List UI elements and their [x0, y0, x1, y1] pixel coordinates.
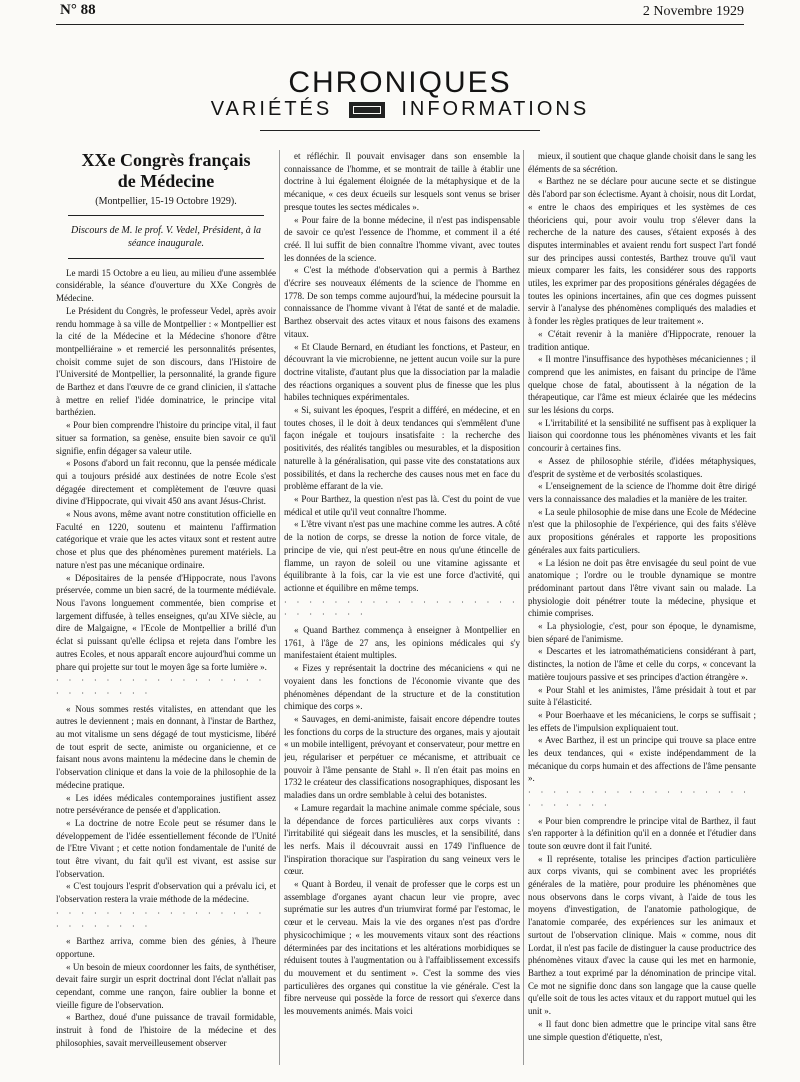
paragraph: « Lamure regardait la machine animale comme spéciale, sous la dépendance de forces particulières aux corps vivants : l'irritabilité qui siégeait dans les muscles, et la sensibilité, dans les nerfs. Mais il découvrait aussi en 1749 l'influence de l'inspiration thoracique sur l'aspiration du sang veineux vers le cœur.: [284, 802, 520, 877]
article-rule: [68, 258, 264, 259]
paragraph: « La lésion ne doit pas être envisagée du seul point de vue anatomique ; l'ordre ou le trouble dynamique se montre prédominant partout dans l'être vivant sain ou malade. La physiologie doit pénétrer toute la médecine, physique et chimie comprises.: [528, 557, 756, 619]
paragraph: « Pour bien comprendre le principe vital de Barthez, il faut s'en rapporter à la définition qu'il en a donnée et l'étudier dans toute son œuvre dont il fait l'unité.: [528, 815, 756, 851]
paragraph: « Nous avons, même avant notre constitution officielle en Faculté en 1220, soutenu et maintenu l'affirmation catégorique et vraie que les actes vitaux sont et restent autre chose et plus que des phénomènes purement matériels. La nature n'est pas une mécanique ordinaire.: [56, 509, 276, 570]
article-rule: [68, 215, 264, 216]
paragraph: « L'être vivant n'est pas une machine comme les autres. A côté de la notion de corps, se dresse la notion de force vitale, de principe de vie, qui n'est peut-être en nous qu'une étincelle de flamme, un rayon de soleil ou une vitamine agissante et équilibrante à la fois, car la vie est une force d'activité, qui actionne et équilibre en même temps.: [284, 519, 520, 593]
paragraph: et réfléchir. Il pouvait envisager dans son ensemble la connaissance de l'homme, et se montrait de taille à établir une doctrine à lui également éloignée de la métaphysique et de la mécanique, « ces deux écueils sur lesquels sont venus se briser presque toutes les sectes médicales ».: [284, 151, 520, 212]
paragraph: « L'irritabilité et la sensibilité ne suffisent pas à expliquer la liaison qui coordonne tous les phénomènes vivants et les fait concourir à certaines fins.: [528, 417, 756, 454]
masthead-rule: [260, 130, 540, 131]
masthead-subtitle: [0, 98, 800, 121]
paragraph: « Quand Barthez commença à enseigner à Montpellier en 1761, à l'âge de 27 ans, les opinions médicales qui s'y manifestaient étaient multiples.: [284, 625, 520, 661]
paragraph: « C'est la méthode d'observation qui a permis à Barthez d'écrire ses nouveaux éléments de la science de l'homme en 1778. De son temps comme aujourd'hui, la médecine poursuit la connaissance de l'homme vivant à l'état de santé et de maladie. Barthez observait des actes vitaux et nous faisons des examens vitaux.: [284, 265, 520, 339]
paragraph: « La doctrine de notre Ecole peut se résumer dans le développement de l'idée essentiellement féconde de l'Unité de l'Etre Vivant ; et cette notion fondamentale de l'unité de tout être vivant, du fait qu'il est vivant, est assise sur l'observation.: [56, 817, 276, 879]
paragraph: « La seule philosophie de mise dans une Ecole de Médecine n'est que la philosophie de l'expérience, qui des faits s'élève aux propositions générales et rapporte les propositions générales aux faits particuliers.: [528, 506, 756, 555]
speech-byline: Discours de M. le prof. V. Vedel, Président, à la séance inaugurale.: [71, 224, 261, 249]
paragraph: « Barthez arriva, comme bien des génies, à l'heure opportune.: [56, 936, 276, 959]
column-3: [528, 150, 756, 1070]
paragraph: « Barthez ne se déclare pour aucune secte et se distingue dès l'abord par son éclectisme. Ayant à choisir, nous dit Lordat, « entre le chaos des empiriques et les systèmes de ces théoriciens qui, pour avoir voulu trop s'élever dans la recherche de la nature des causes, s'étaient exposés à des disputes interminables et avaient rendu fort suspect l'art fondé sur des principes aussi contestés, Barthez trouve qu'il vaut mieux comparer les faits, les considérer sous des rapports utiles, les exprimer par des propositions générales dégagées de toutes les opinions incertaines, afin que ces dogmes puissent servir à l'analyse des phénomènes compliqués des maladies et à fonder les règles pratiques de leur traitement ».: [528, 176, 756, 327]
article-title: [56, 150, 276, 192]
issue-date: 2 Novembre 1929: [642, 4, 744, 19]
masthead-title: CHRONIQUES: [288, 66, 512, 99]
ornament-icon: [349, 102, 385, 118]
column-1: [56, 150, 276, 1070]
section-dots: · · · · · · · · · · · · · · · · · · · · · · · · ·: [56, 676, 266, 698]
paragraph: « Nous sommes restés vitalistes, en attendant que les autres le deviennent ; mais en donnant, à l'instar de Barthez, au mot vitalisme un sens dégagé de tout mysticisme, libéré de tout esprit de secte, animiste ou organicienne, et ce faisant nous avons maintenu la médecine dans le chemin de l'observation clinique et dans la voie de la philosophie de la médecine pratique.: [56, 703, 276, 790]
paragraph: Le mardi 15 Octobre a eu lieu, au milieu d'une assemblée considérable, la séance d'ouverture du XXe Congrès de Médecine.: [56, 267, 276, 304]
paragraph: « Pour bien comprendre l'histoire du principe vital, il faut situer sa formation, sa genèse, ensuite bien savoir ce qu'il signifie, enfin dégager sa valeur utile.: [56, 420, 276, 456]
masthead-right-word: INFORMATIONS: [401, 98, 590, 121]
paragraph: mieux, il soutient que chaque glande choisit dans le sang les éléments de sa sécrétion.: [528, 151, 756, 174]
section-dots: · · · · · · · · · · · · · · · · · · · · · · · · ·: [56, 908, 266, 931]
paragraph: « Il faut donc bien admettre que le principe vital sans être une simple question d'étiquette, n'est,: [528, 1018, 756, 1042]
paragraph: « Sauvages, en demi-animiste, faisait encore dépendre toutes les fonctions du corps de la structure des organes, mais y ajoutait « un mobile intelligent, prévoyant et conservateur, pour mettre en jeu, régulariser et perpétuer ce mécanisme, et attribuait ce pouvoir à l'âme pensante de Stahl ». Il n'en était pas moins en 1732 le créateur des classifications nosographiques, disposant les maladies dans un ordre semblable à celui des botanistes.: [284, 713, 520, 801]
section-dots: · · · · · · · · · · · · · · · · · · · · · · · · ·: [528, 788, 750, 810]
paragraph: « L'enseignement de la science de l'homme doit être dirigé vers la connaissance des maladies et la manière de les traiter.: [528, 481, 756, 504]
paragraph: « Pour Barthez, la question n'est pas là. C'est du point de vue médical et utile qu'il veut connaître l'homme.: [284, 493, 520, 517]
column-divider: [279, 150, 280, 1065]
paragraph: « Quant à Bordeu, il venait de professer que le corps est un assemblage d'organes ayant chacun leur vie propre, avec suprématie sur les autres d'un triumvirat formé par l'estomac, le cœur et le cerveau. Mais la vie des organes n'est pas d'ordre physicochimique ; « les mouvements vitaux sont des réactions déterminées par des incitations et les altérations morbidiques se réduisent toutes à l'augmentation ou à l'affaiblissement excessifs du mouvement et du sentiment ». C'est la somme des vies particulières des organes qui constitue la vie générale. C'est la fibre nerveuse qui possède la force de ressort qui s'exerce dans les mouvements animés. Mais voici: [284, 879, 520, 1017]
masthead-left-word: VARIÉTÉS: [210, 98, 333, 121]
paragraph: « Les idées médicales contemporaines justifient assez notre persévérance de pensée et d'application.: [56, 792, 276, 816]
article-meta: (Montpellier, 15-19 Octobre 1929).: [95, 196, 237, 207]
paragraph: « Avec Barthez, il est un principe qui trouve sa place entre les deux tendances, qui « existe indépendamment de la mécanique du corps humain et des affections de l'âme pensante ».: [528, 735, 756, 784]
paragraph: « Posons d'abord un fait reconnu, que la pensée médicale qui a toujours présidé aux destinées de notre Ecole s'est dégagée directement et complètement de l'œuvre quasi divine d'Hippocrate, qui vivait 450 ans avant Jésus-Christ.: [56, 458, 276, 507]
paragraph: « Il montre l'insuffisance des hypothèses mécaniciennes ; il comprend que les animistes, en faisant du principe de l'âme quelque chose de fatal, aboutissent à la négation de la thérapeutique, car l'âme est mieux éclairée que les médecins sur les lésions du corps.: [528, 354, 756, 416]
paragraph: « C'est toujours l'esprit d'observation qui a prévalu ici, et l'observation restera la vraie méthode de la médecine.: [56, 881, 276, 905]
paragraph: « Dépositaires de la pensée d'Hippocrate, nous l'avons préservée, comme un bien sacré, de la tourmente médiévale. Nous l'avons longuement commentée, bien comprise et largement diffusée, à telles enseignes, qu'au XIVe siècle, au dire de Malgaigne, « l'Ecole de Montpellier a brillé d'un éclat si puissant qu'elle éclipsa et rejeta dans l'ombre les autres Ecoles, et nous apparaît encore aujourd'hui comme un phare qui projette sur tout le moyen âge sa forte lumière ».: [56, 572, 276, 672]
paragraph: « Fizes y représentait la doctrine des mécaniciens « qui ne voyaient dans les fonctions de l'économie vivante que des phénomènes dépendant de la structure et de la constitution chimique des corps ».: [284, 663, 520, 712]
article-title-line-2: de Médecine: [117, 171, 215, 191]
column-divider: [523, 150, 524, 1065]
article-title-line-1: XXe Congrès français: [81, 150, 251, 170]
paragraph: « La physiologie, c'est, pour son époque, le dynamisme, bien séparé de l'animisme.: [528, 621, 756, 644]
paragraph: « C'était revenir à la manière d'Hippocrate, renouer la tradition antique.: [528, 328, 756, 352]
paragraph: « Un besoin de mieux coordonner les faits, de synthétiser, devait faire surgir un esprit doctrinal dont l'éclat n'allait pas cependant, comme une rançon, faire oublier la bonne et vieille figure de l'observation.: [56, 961, 276, 1010]
paragraph: « Si, suivant les époques, l'esprit a différé, en médecine, et en toutes choses, il le doit à deux tendances qui s'emmêlent d'une façon inégale et toujours insatisfaite : la recherche des positivités, des réalités tangibles ou mesurables, et la disposition naturelle à la généralisation, qui passe vite des constatations aux possibilités, et dans la recherche des causes nous met en face du problème effarant de la vie.: [284, 405, 520, 492]
paragraph: « Il représente, totalise les principes d'action particulière aux corps vivants, qui se combinent avec les propriétés générales de la matière, pour produire les phénomènes que nous observons dans le corps vivant, à l'aide de tous les moyens d'investigation, de l'anatomie pathologique, de l'anatomie comparée, des expériences sur les animaux et surtout de l'observation clinique. Mais « comme, nous dit Lordat, il n'est pas facile de distinguer la cause productrice des phénomènes vitaux d'avec la cause qui les met en harmonie, Barthez a tout exprimé par la dénomination de principe vital. Ce mot ne signifie donc dans son langage que la cause quelle qu'elle soit de tous les actes vitaux et du rapport mutuel qui les unit ».: [528, 853, 756, 1017]
paragraph: « Pour faire de la bonne médecine, il n'est pas indispensable de savoir ce qu'est l'essence de l'homme, et comment il a été créé. Il lui suffit de bien connaître l'homme vivant, avec toutes les données de la science.: [284, 214, 520, 263]
section-dots: · · · · · · · · · · · · · · · · · · · · · · · · · ·: [284, 597, 519, 620]
issue-number: N° 88: [60, 2, 96, 18]
paragraph: « Descartes et les iatromathématiciens considérant à part, distinctes, la notion de l'âme et celle du corps, « concevant la matière toujours passive et ses principes d'action étrangère ».: [528, 646, 756, 682]
paragraph: « Barthez, doué d'une puissance de travail formidable, instruit à fond de l'histoire de la médecine et des philosophies, savait merveilleusement observer: [56, 1012, 276, 1048]
paragraph: « Assez de philosophie stérile, d'idées métaphysiques, d'esprit de système et de verbosités scolastiques.: [528, 455, 756, 479]
header-rule: [56, 24, 744, 25]
paragraph: « Pour Boerhaave et les mécaniciens, le corps se suffisait ; les effets de l'impulsion expliquaient tout.: [528, 709, 756, 733]
paragraph: « Pour Stahl et les animistes, l'âme présidait à tout et par suite à l'élasticité.: [528, 684, 756, 708]
column-2: [284, 150, 520, 1070]
paragraph: Le Président du Congrès, le professeur Vedel, après avoir rendu hommage à sa ville de Montpellier : « Montpellier est la cité de la Médecine et la Médecine s'honore d'être montpelliéraine » et remercié les personnalités présentes, choisit comme sujet de son discours, dans l'Histoire de l'Université de Montpellier, la personnalité, la grande figure de Barthez et dans l'œuvre de ce grand clinicien, il s'attache à mettre en relief l'idée dominatrice, le principe vital barthézien.: [56, 305, 276, 418]
paragraph: « Et Claude Bernard, en étudiant les fonctions, et Pasteur, en découvrant la vie microbienne, ne jettent aucun voile sur la pure doctrine vitaliste, d'autant plus que la dissociation par la maladie des réactions organiques a souvent plus de finesse que les plus habiles techniques expérimentales.: [284, 341, 520, 403]
